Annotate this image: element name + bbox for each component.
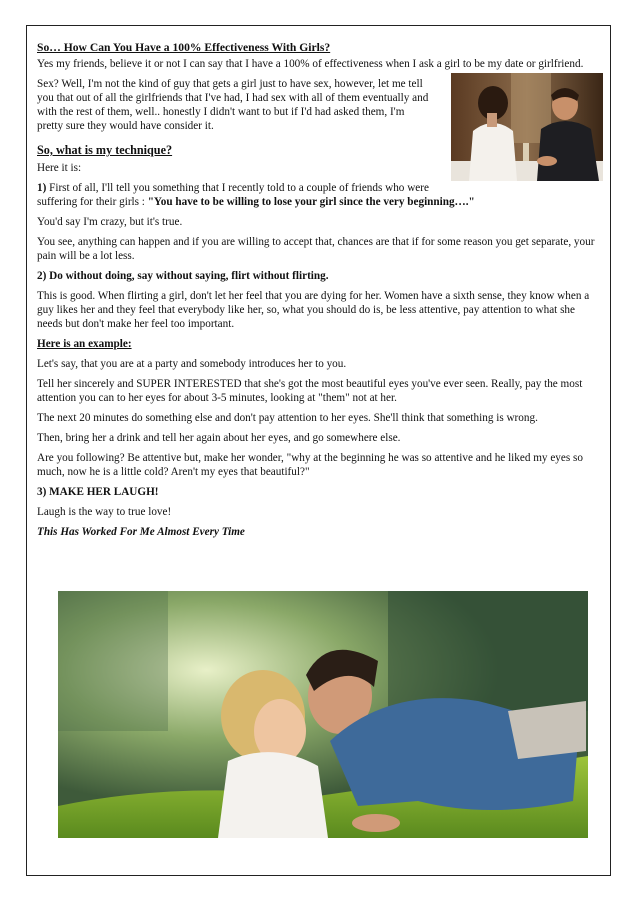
point-1-text: First of all, I'll tell you something that I recently told to a couple of friends who were suffering for their girls :	[37, 182, 429, 208]
crazy-paragraph: You'd say I'm crazy, but it's true.	[37, 216, 183, 228]
example-4: Then, bring her a drink and tell her again about her eyes, and go somewhere else.	[37, 432, 401, 444]
example-5: Are you following? Be attentive but, make her wonder, "why at the beginning he was so attentive and he liked my eyes so much, now he is a little cold? Aren't my eyes that beautiful?"	[37, 452, 583, 478]
intro-paragraph: Yes my friends, believe it or not I can say that I have a 100% of effectiveness when I ask a girl to be my date or girlfriend.	[37, 58, 584, 70]
example-3: The next 20 minutes do something else and don't pay attention to her eyes. She'll think that something is wrong.	[37, 412, 538, 424]
sex-paragraph: Sex? Well, I'm not the kind of guy that gets a girl just to have sex, however, let me tell you that out of all the girlfriends that I've had, I had sex with all of them eventually and with the rest of them, well.. honestly I didn't want to but if I'd had asked them, I'm pretty sure they would have consider it.	[37, 78, 429, 132]
couple-grass-photo	[58, 591, 588, 838]
point-2-heading: 2) Do without doing, say without saying, flirt without flirting.	[37, 270, 329, 282]
point-3-heading: 3) MAKE HER LAUGH!	[37, 486, 159, 498]
worked-caption: This Has Worked For Me Almost Every Time	[37, 526, 245, 538]
article-title: So… How Can You Have a 100% Effectiveness With Girls?	[37, 41, 331, 54]
page-border	[26, 25, 611, 876]
point-1-number: 1)	[37, 182, 47, 194]
anything-paragraph: You see, anything can happen and if you are willing to accept that, chances are that if for some reason you get separate, your pain will be a lot less.	[37, 236, 595, 262]
article-body	[37, 41, 603, 545]
here-it-is: Here it is:	[37, 162, 82, 174]
example-heading: Here is an example:	[37, 338, 132, 350]
point-2-body: This is good. When flirting a girl, don't let her feel that you are dying for her. Women have a sixth sense, they know when a guy likes her and they feel that everybody like her, so, what you should do is, be less attentive, pay attention to what she needs but don't make her feel too important.	[37, 290, 590, 330]
couple-dinner-photo	[451, 73, 603, 181]
example-1: Let's say, that you are at a party and somebody introduces her to you.	[37, 358, 347, 370]
laugh-paragraph: Laugh is the way to true love!	[37, 506, 172, 518]
technique-heading: So, what is my technique?	[37, 143, 173, 157]
point-1-quote: "You have to be willing to lose your girl since the very beginning…."	[147, 196, 475, 208]
point-1	[37, 181, 603, 209]
example-2: Tell her sincerely and SUPER INTERESTED that she's got the most beautiful eyes you've ever seen. Really, pay the most attention you can to her eyes for about 3-5 minutes, looking at "them" not at her.	[37, 378, 583, 404]
